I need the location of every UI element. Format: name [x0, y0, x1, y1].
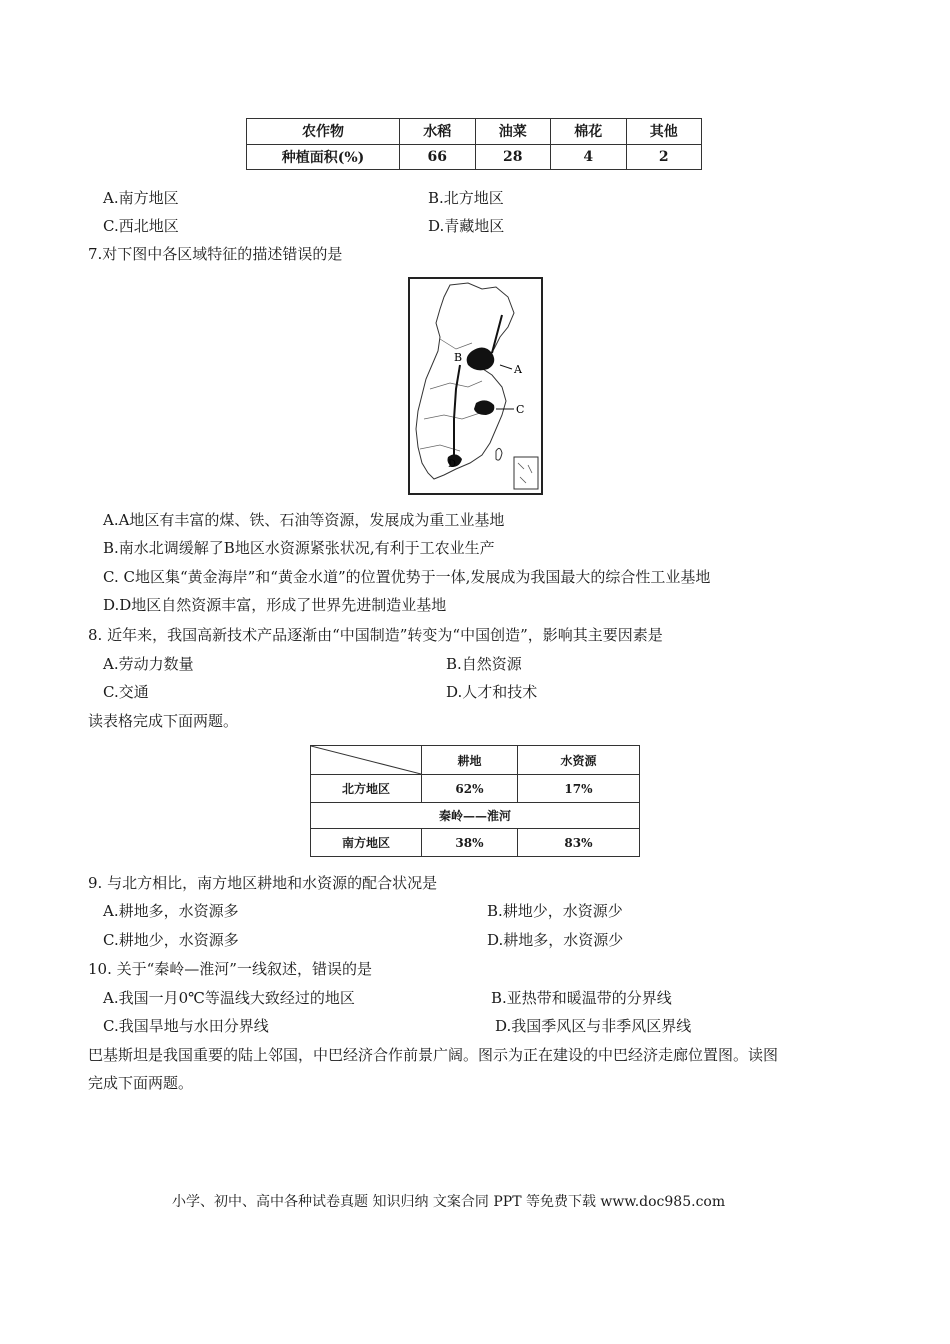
table-cell: 28: [475, 144, 551, 170]
table-header-cell: 其他: [626, 119, 702, 145]
divider-cell: 秦岭——淮河: [311, 803, 640, 829]
q7-stem: 7.对下图中各区域特征的描述错误的是: [88, 245, 343, 263]
q10-option-a: A.我国一月0℃等温线大致经过的地区: [103, 989, 355, 1007]
table-intro: 读表格完成下面两题。: [88, 712, 239, 730]
table-row: [247, 119, 702, 145]
q8-option-a: A.劳动力数量: [103, 655, 194, 673]
land-water-table: [310, 745, 640, 857]
q10-option-c: C.我国旱地与水田分界线: [103, 1017, 269, 1035]
q7-option-d: D.D地区自然资源丰富，形成了世界先进制造业基地: [103, 596, 447, 614]
q8-option-b: B.自然资源: [446, 655, 522, 673]
q8-option-d: D.人才和技术: [446, 683, 538, 701]
south-sea-inset: [514, 457, 538, 489]
table-cell: 83%: [517, 829, 639, 857]
pakistan-intro-line1: 巴基斯坦是我国重要的陆上邻国，中巴经济合作前景广阔。图示为正在建设的中巴经济走廊位置图。读图: [88, 1046, 779, 1064]
region-a-blob: [467, 347, 495, 370]
q8-option-c: C.交通: [103, 683, 149, 701]
table-cell: 66: [400, 144, 476, 170]
coastline: [416, 283, 514, 479]
table-row: [311, 746, 640, 775]
china-region-map: [408, 277, 543, 495]
table-cell: 17%: [517, 775, 639, 803]
table-row: [311, 803, 640, 829]
footer-text: 小学、初中、高中各种试卷真题 知识归纳 文案合同 PPT 等免费下载 www.doc985.com: [172, 1194, 726, 1210]
table-cell: 北方地区: [311, 775, 422, 803]
railway-line: [492, 315, 502, 353]
pointer-line-a: [500, 365, 512, 369]
water-diversion-line: [454, 365, 460, 457]
pakistan-intro-line2: 完成下面两题。: [88, 1074, 194, 1092]
q7-option-c: C. C地区集“黄金海岸”和“黄金水道”的位置优势于一体,发展成为我国最大的综合性工业基地: [103, 568, 711, 586]
q10-stem: 10. 关于“秦岭—淮河”一线叙述，错误的是: [88, 960, 372, 978]
table-row: [311, 829, 640, 857]
q9-option-d: D.耕地多，水资源少: [487, 931, 624, 949]
map-label-a: A: [514, 363, 522, 376]
map-label-d: D: [448, 459, 457, 470]
table-header-cell: 农作物: [247, 119, 400, 145]
q10-option-d: D.我国季风区与非季风区界线: [495, 1017, 692, 1035]
crop-area-table: [246, 118, 702, 170]
taiwan-island: [496, 448, 502, 460]
table-cell: 4: [551, 144, 627, 170]
province-border: [440, 339, 472, 349]
q6-option-d: D.青藏地区: [428, 217, 505, 235]
diagonal-line: [311, 746, 421, 774]
table-cell: 种植面积(%): [247, 144, 400, 170]
table-header-cell: 油菜: [475, 119, 551, 145]
q9-option-c: C.耕地少，水资源多: [103, 931, 239, 949]
table-header-cell: 棉花: [551, 119, 627, 145]
map-drawing: [410, 279, 541, 493]
q9-option-b: B.耕地少，水资源少: [487, 902, 623, 920]
table-header-cell: 水稻: [400, 119, 476, 145]
q6-option-a: A.南方地区: [103, 189, 179, 207]
q6-option-b: B.北方地区: [428, 189, 504, 207]
table-cell: 38%: [422, 829, 518, 857]
table-cell: 南方地区: [311, 829, 422, 857]
map-label-b: B: [454, 351, 463, 364]
q6-option-c: C.西北地区: [103, 217, 179, 235]
inset-islands: [518, 463, 532, 483]
diagonal-header-cell: [311, 746, 422, 775]
q9-stem: 9. 与北方相比，南方地区耕地和水资源的配合状况是: [88, 874, 438, 892]
province-border: [424, 413, 480, 419]
q9-option-a: A.耕地多，水资源多: [103, 902, 239, 920]
q10-option-b: B.亚热带和暖温带的分界线: [491, 989, 672, 1007]
table-header-cell: 水资源: [517, 746, 639, 775]
table-cell: 2: [626, 144, 702, 170]
q8-stem: 8. 近年来，我国高新技术产品逐渐由“中国制造”转变为“中国创造”，影响其主要因素是: [88, 626, 663, 644]
table-cell: 62%: [422, 775, 518, 803]
map-label-c: C: [516, 403, 525, 416]
table-row: [247, 144, 702, 170]
q7-option-a: A.A地区有丰富的煤、铁、石油等资源，发展成为重工业基地: [103, 511, 505, 529]
q7-option-b: B.南水北调缓解了B地区水资源紧张状况,有利于工农业生产: [103, 539, 495, 557]
region-c-blob: [474, 400, 494, 415]
table-header-cell: 耕地: [422, 746, 518, 775]
table-row: [311, 775, 640, 803]
